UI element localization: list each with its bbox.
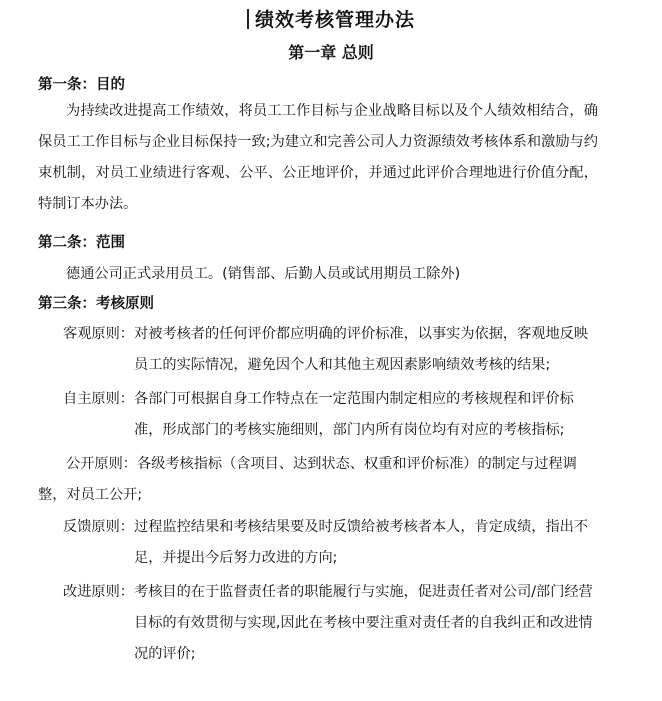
principle-improvement	[38, 577, 598, 670]
principle-label: 公开原则：	[66, 456, 137, 472]
principle-text: 各级考核指标（含项目、达到状态、权重和评价标准）的制定与过程调整，对员工公开;	[38, 456, 577, 503]
chapter-heading: 第一章 总则	[288, 43, 374, 62]
document-title	[0, 7, 662, 33]
principle-text: 考核目的在于监督责任者的职能履行与实施，促进责任者对公司/部门经营目标的有效贯彻与实现,因此在考核中要注重对责任者的自我纠正和改进情况的评价;	[134, 584, 593, 662]
section-text-purpose: 为持续改进提高工作绩效，将员工工作目标与企业战略目标以及个人绩效相结合，确保员工工作目标与企业目标保持一致;为建立和完善公司人力资源绩效考核体系和激励与约束机制，对员工业绩进行客观、公平、公正地评价，并通过此评价合理地进行价值分配，特制订本办法。	[38, 103, 598, 212]
document-title-text: 绩效考核管理办法	[254, 9, 415, 31]
principle-openness	[38, 449, 598, 511]
text-cursor	[247, 9, 249, 29]
principle-text: 对被考核者的任何评价都应明确的评价标准，以事实为依据，客观地反映员工的实际情况，避免因个人和其他主观因素影响绩效考核的结果;	[134, 326, 589, 373]
principle-autonomy	[38, 384, 598, 446]
principle-label: 改进原则：	[63, 584, 134, 600]
section-text-scope: 德通公司正式录用员工。(销售部、后勤人员或试用期员工除外)	[66, 266, 461, 282]
principle-label: 客观原则：	[63, 326, 134, 342]
principle-objective	[38, 319, 598, 381]
principle-feedback	[38, 512, 598, 574]
principle-text: 各部门可根据自身工作特点在一定范围内制定相应的考核规程和评价标准，形成部门的考核实施细则，部门内所有岗位均有对应的考核指标;	[134, 391, 574, 438]
section-heading-principles: 第三条：考核原则	[38, 296, 154, 312]
principle-text: 过程监控结果和考核结果要及时反馈给被考核者本人，肯定成绩，指出不足，并提出今后努力改进的方向;	[134, 519, 589, 566]
section-heading-purpose: 第一条：目的	[38, 77, 125, 93]
principle-label: 反馈原则：	[63, 519, 134, 535]
principle-label: 自主原则：	[63, 391, 134, 407]
section-heading-scope: 第二条：范围	[38, 235, 125, 251]
